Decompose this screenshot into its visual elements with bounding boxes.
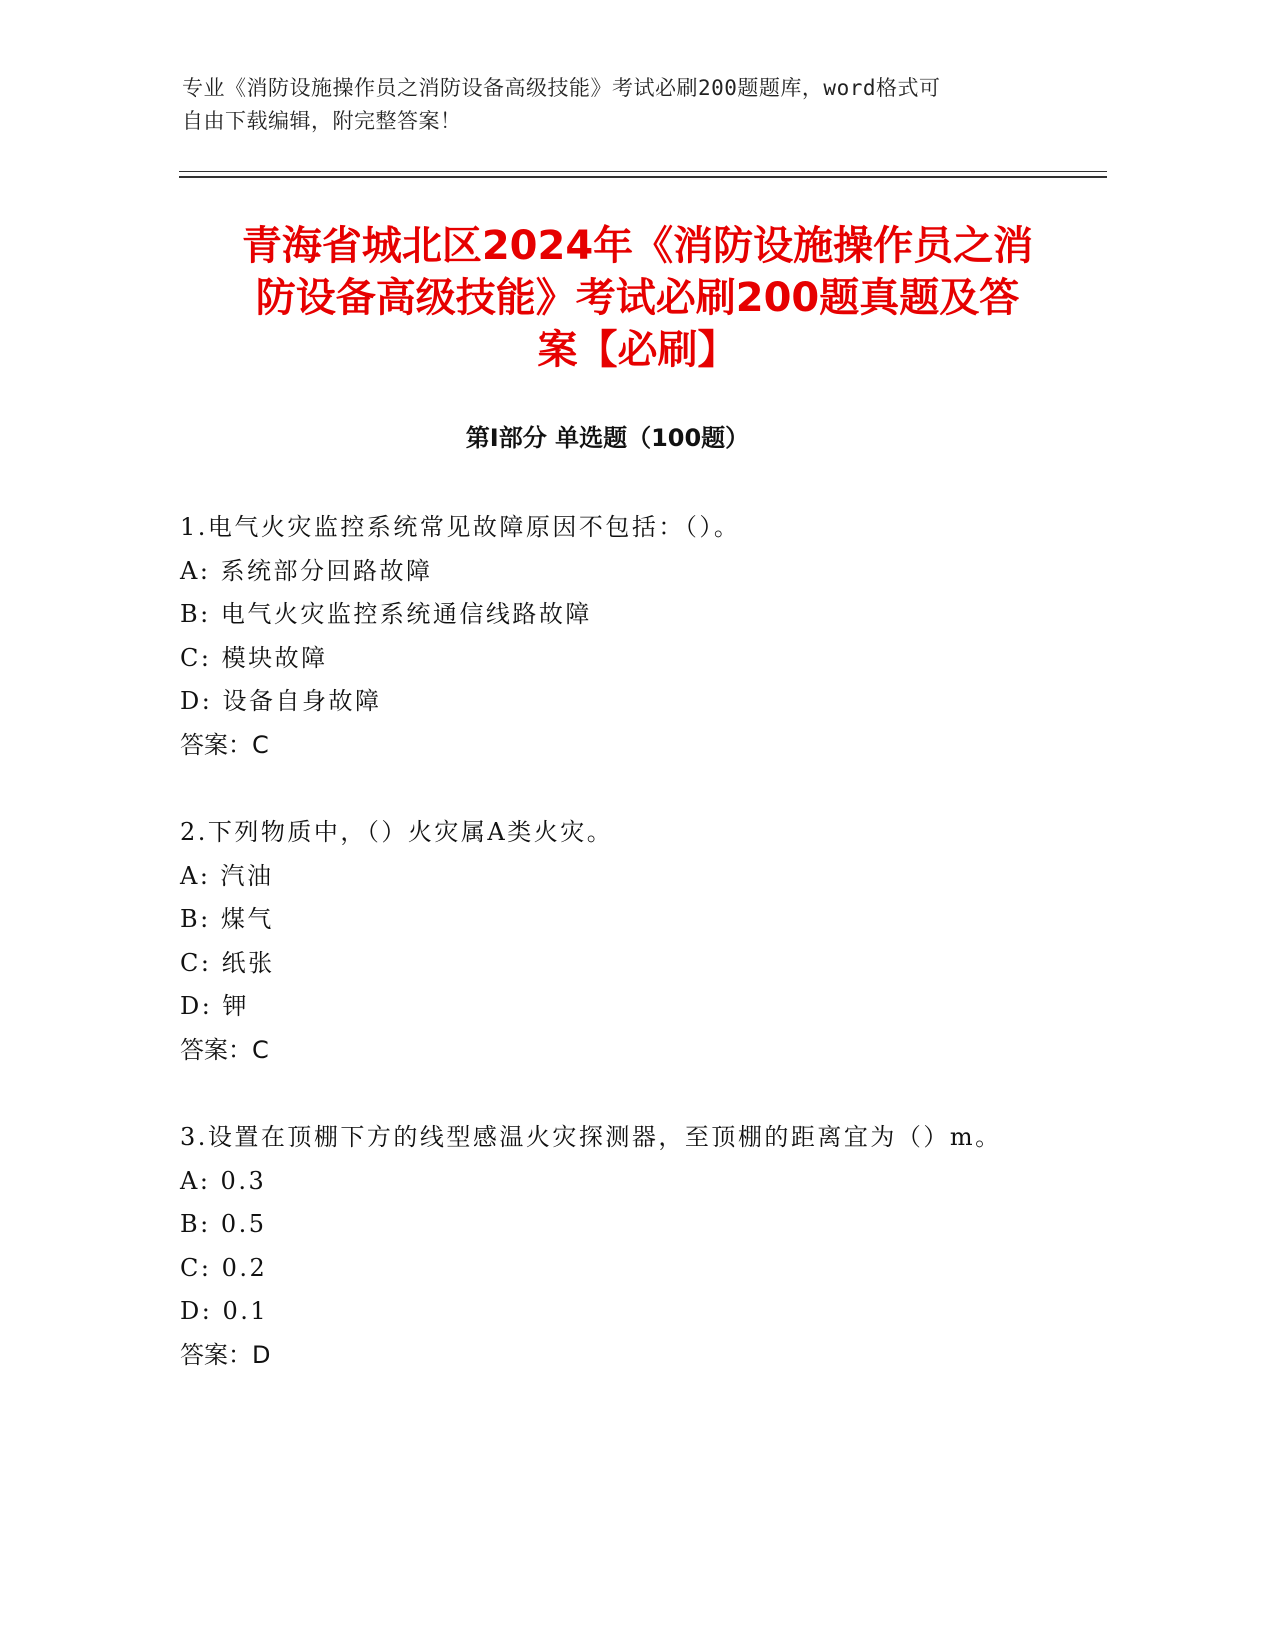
header-note <box>182 72 1082 138</box>
option-b: B: 煤气 <box>180 905 274 933</box>
option-d: D: 设备自身故障 <box>180 687 382 715</box>
header-note-line-1: 专业《消防设施操作员之消防设备高级技能》考试必刷200题题库，word格式可 <box>182 76 941 100</box>
answer-line: 答案：C <box>180 730 269 759</box>
question-stem: 2.下列物质中，（）火灾属A类火灾。 <box>180 818 614 846</box>
question-stem: 3.设置在顶棚下方的线型感温火灾探测器，至顶棚的距离宜为（）m。 <box>180 1123 1002 1151</box>
option-a: A: 汽油 <box>180 861 274 890</box>
question-item <box>180 811 1100 1116</box>
option-d: D: 钾 <box>180 992 249 1020</box>
answer-line: 答案：C <box>180 1035 269 1064</box>
section-heading: 第Ⅰ部分 单选题（100题） <box>465 424 750 452</box>
question-item <box>180 1116 1100 1421</box>
header-divider-thick <box>179 176 1107 178</box>
header-divider-thin <box>179 171 1107 172</box>
header-note-line-2: 自由下载编辑，附完整答案！ <box>182 109 462 133</box>
question-stem: 1.电气火灾监控系统常见故障原因不包括：（）。 <box>180 513 741 541</box>
question-item <box>180 506 1100 811</box>
option-c: C: 纸张 <box>180 948 275 977</box>
option-c: C: 0.2 <box>180 1253 268 1282</box>
option-b: B: 电气火灾监控系统通信线路故障 <box>180 600 592 628</box>
option-d: D: 0.1 <box>180 1297 269 1325</box>
document-title <box>160 220 1115 376</box>
question-list <box>180 506 1100 1421</box>
answer-line: 答案：D <box>180 1340 271 1369</box>
option-c: C: 模块故障 <box>180 643 328 672</box>
option-b: B: 0.5 <box>180 1210 267 1238</box>
title-line-2: 防设备高级技能》考试必刷200题真题及答 <box>255 275 1020 321</box>
option-a: A: 系统部分回路故障 <box>180 556 433 585</box>
option-a: A: 0.3 <box>180 1166 267 1195</box>
title-line-3: 案【必刷】 <box>537 327 738 373</box>
title-line-1: 青海省城北区2024年《消防设施操作员之消 <box>241 223 1034 269</box>
